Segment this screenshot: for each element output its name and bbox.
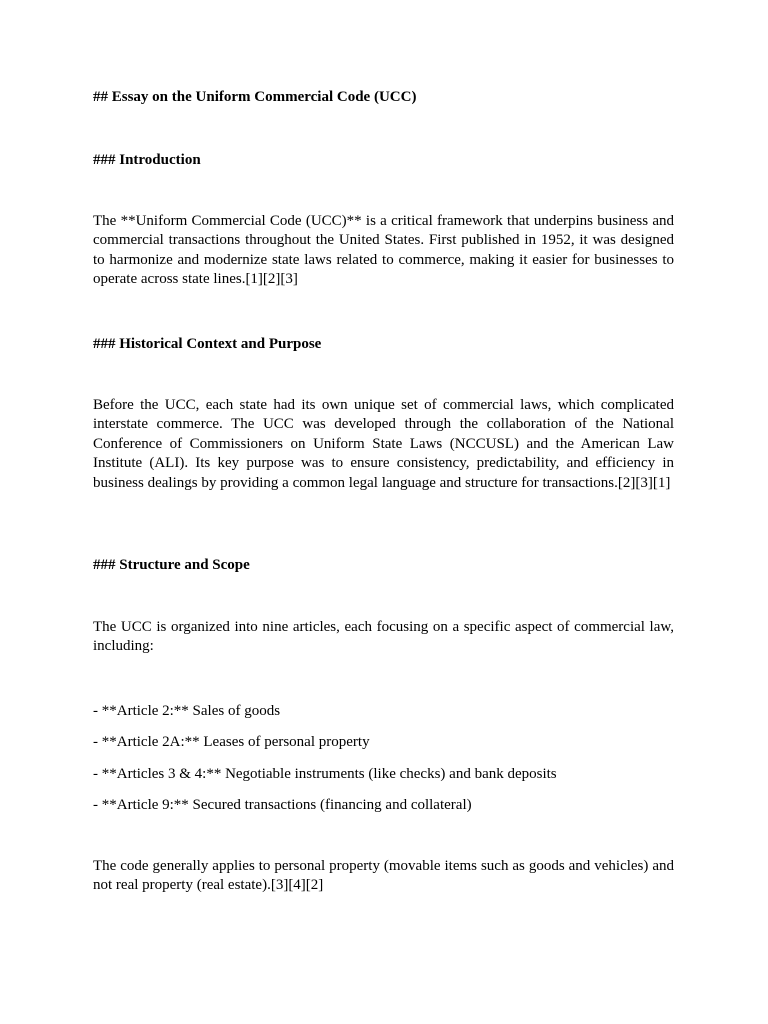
list-item-article-2: - **Article 2:** Sales of goods bbox=[93, 703, 281, 719]
list-item-article-9: - **Article 9:** Secured transactions (financing and collateral) bbox=[93, 797, 472, 813]
heading-historical-context: ### Historical Context and Purpose bbox=[93, 336, 322, 352]
paragraph-structure-intro: The UCC is organized into nine articles, each focusing on a specific aspect of commercial law, including: bbox=[93, 619, 674, 655]
paragraph-introduction: The **Uniform Commercial Code (UCC)** is a critical framework that underpins business and commercial transactions throughout the United States. First published in 1952, it was designed to harmonize and modernize state laws related to commerce, making it easier for businesses to operate across state lines.[1][2][3] bbox=[93, 213, 674, 288]
document-title: ## Essay on the Uniform Commercial Code (UCC) bbox=[93, 89, 417, 105]
paragraph-scope-conclusion: The code generally applies to personal property (movable items such as goods and vehicles) and not real property (real estate).[3][4][2] bbox=[93, 858, 674, 894]
list-item-article-2a: - **Article 2A:** Leases of personal property bbox=[93, 734, 370, 750]
list-item-articles-3-4: - **Articles 3 & 4:** Negotiable instruments (like checks) and bank deposits bbox=[93, 766, 557, 782]
paragraph-historical-context: Before the UCC, each state had its own unique set of commercial laws, which complicated interstate commerce. The UCC was developed through the collaboration of the National Conference of Commissioners on Uniform State Laws (NCCUSL) and the American Law Institute (ALI). Its key purpose was to ensure consistency, predictability, and efficiency in business dealings by providing a common legal language and structure for transactions.[2][3][1] bbox=[93, 397, 674, 491]
heading-introduction: ### Introduction bbox=[93, 152, 201, 168]
heading-structure-scope: ### Structure and Scope bbox=[93, 557, 250, 573]
